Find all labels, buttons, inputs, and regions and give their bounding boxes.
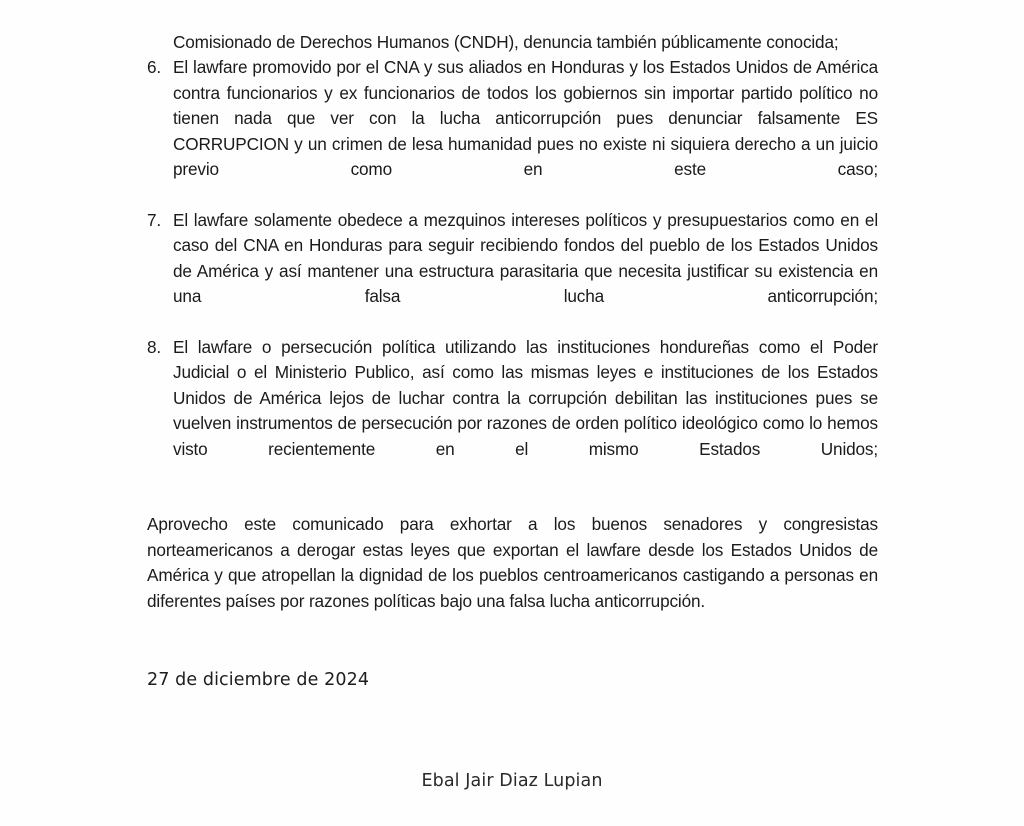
document-date: 27 de diciembre de 2024 xyxy=(147,670,370,690)
list-item-7 xyxy=(147,208,878,335)
list-item-8-text: El lawfare o persecución política utilizando las instituciones hondureñas como el Poder Judicial o el Ministerio Publico, así como las mismas leyes e instituciones de los Estados Unidos de América lejos de luchar contra la corrupción debilitan las instituciones pues se vuelven instrumentos de persecución por razones de orden político ideológico como lo hemos visto recientemente en el mismo Estados Unidos; xyxy=(173,336,878,459)
continued-item-text: Comisionado de Derechos Humanos (CNDH), denuncia también públicamente conocida; xyxy=(173,32,839,52)
list-item-7-text: El lawfare solamente obedece a mezquinos intereses políticos y presupuestarios como en el caso del CNA en Honduras para seguir recibiendo fondos del pueblo de los Estados Unidos de América y así mantener una estructura parasitaria que necesita justificar su existencia en una falsa lucha anticorrupción; xyxy=(173,209,878,307)
closing-paragraph: Aprovecho este comunicado para exhortar a los buenos senadores y congresistas norteamericanos a derogar estas leyes que exportan el lawfare desde los Estados Unidos de América y que atropellan la dignidad de los pueblos centroamericanos castigando a personas en diferentes países por razones políticas bajo una falsa lucha anticorrupción. xyxy=(147,514,878,611)
list-marker-8: 8. xyxy=(147,336,162,357)
signature-name: Ebal Jair Diaz Lupian xyxy=(421,771,603,791)
list-marker-7: 7. xyxy=(147,209,162,230)
document-body xyxy=(147,30,878,614)
numbered-list xyxy=(147,55,878,487)
list-item-6-text: El lawfare promovido por el CNA y sus aliados en Honduras y los Estados Unidos de América contra funcionarios y ex funcionarios de todos los gobiernos sin importar partido político no tienen nada que ver con la lucha anticorrupción pues denunciar falsamente ES CORRUPCION y un crimen de lesa humanidad pues no existe ni siquiera derecho a un juicio previo como en este caso; xyxy=(173,57,878,180)
list-marker-6: 6. xyxy=(147,57,162,78)
list-item-6 xyxy=(147,55,878,207)
continued-list-item xyxy=(147,30,878,55)
paragraph-gap xyxy=(147,487,878,512)
list-item-8 xyxy=(147,335,878,487)
